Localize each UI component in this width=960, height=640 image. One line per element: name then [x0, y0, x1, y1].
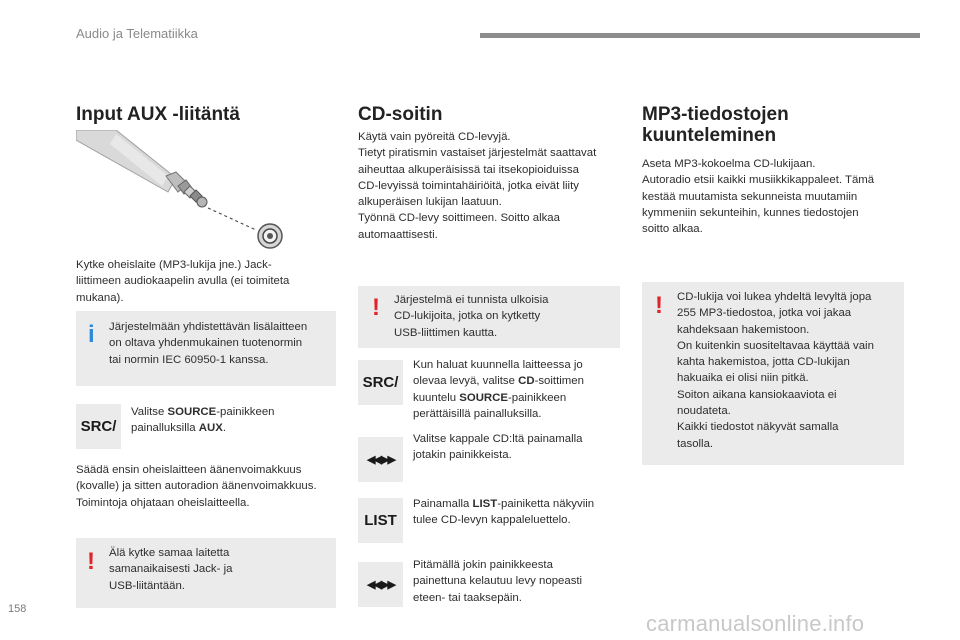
cd-title: CD-soitin [358, 104, 443, 125]
mp3-warning-box [642, 282, 904, 465]
aux-intro: Kytke oheislaite (MP3-lukija jne.) Jack- liittimeen audiokaapelin avulla (ei toimiteta mukana). [76, 259, 290, 304]
src-button-icon: SRC/ [358, 360, 403, 405]
mp3-warning-text: CD-lukija voi lukea yhdeltä levyltä jopa 255 MP3-tiedostoa, jotka voi jakaa kahdeksaan hakemistoon. On kuitenkin suositeltavaa käyttää vain kahta hakemistoa, jotta CD-lukijan hakuaika ei olisi niin pitkä. Soiton aikana kansiokaaviota ei noudateta. Kaikki tiedostot näkyvät samalla tasolla. [677, 291, 874, 450]
cd-list-text: Painamalla LIST-painiketta näkyviin tulee CD-levyn kappaleluettelo. [413, 498, 595, 527]
info-icon: i [88, 321, 95, 348]
seek-buttons-icon: ◀◀ ▶▶ [358, 562, 403, 607]
track-buttons-icon: ◀◀ ▶▶ [358, 437, 403, 482]
cd-warning-box [358, 286, 620, 348]
info-note-box [76, 311, 336, 386]
warning-icon: ! [87, 548, 95, 575]
header-rule [480, 33, 920, 38]
aux-warning-box [76, 538, 336, 608]
cd-intro: Käytä vain pyöreitä CD-levyjä. Tietyt piratismin vastaiset järjestelmät saattavat aiheuttaa alkuperäisissä tai itsekopioiduissa CD-levyissä toimintahäiriöitä, jotka eivät liity alkuperäisen lukijan laatuun. Työnnä CD-levy soittimeen. Soitto alkaa automaattisesti. [358, 131, 597, 241]
jack-plug-illustration [76, 130, 296, 250]
watermark: carmanualsonline.info [646, 611, 865, 636]
aux-select-text: Valitse SOURCE-painikkeen painalluksilla AUX. [131, 406, 275, 435]
src-button-icon: SRC/ [76, 404, 121, 449]
aux-volume-text: Säädä ensin oheislaitteen äänenvoimakkuus (kovalle) ja sitten autoradion äänenvoimakkuus. Toimintoja ohjataan oheislaitteella. [76, 464, 317, 509]
mp3-title: MP3-tiedostojen kuunteleminen [642, 104, 789, 146]
page-number: 158 [8, 603, 27, 615]
cd-listen-text: Kun haluat kuunnella laitteessa jo olevaa levyä, valitse CD-soittimen kuuntelu SOURCE-painikkeen perättäisillä painalluksilla. [413, 359, 584, 420]
mp3-intro: Aseta MP3-kokoelma CD-lukijaan. Autoradio etsii kaikki musiikkikappaleet. Tämä kestää muutamista sekunneista muutamiin kymmeniin sekunteihin, kunnes tiedostojen soitto alkaa. [642, 158, 875, 236]
section-header: Audio ja Telematiikka [76, 26, 198, 41]
cd-track-text: Valitse kappale CD:ltä painamalla jotakin painikkeista. [413, 433, 583, 462]
aux-warning-text: Älä kytke samaa laitetta samanaikaisesti Jack- ja USB-liitäntään. [109, 547, 233, 592]
cd-warning-text: Järjestelmä ei tunnista ulkoisia CD-lukijoita, jotka on kytketty USB-liittimen kautta. [394, 294, 549, 339]
cd-seek-text: Pitämällä jokin painikkeesta painettuna kelautuu levy nopeasti eteen- tai taaksepäin. [413, 559, 583, 604]
info-note-text: Järjestelmään yhdistettävän lisälaitteen on oltava yhdenmukainen tuotenormin tai normin IEC 60950-1 kanssa. [109, 321, 308, 366]
aux-title: Input AUX -liitäntä [76, 104, 240, 125]
warning-icon: ! [372, 294, 380, 321]
list-button-icon: LIST [358, 498, 403, 543]
warning-icon: ! [655, 292, 663, 319]
